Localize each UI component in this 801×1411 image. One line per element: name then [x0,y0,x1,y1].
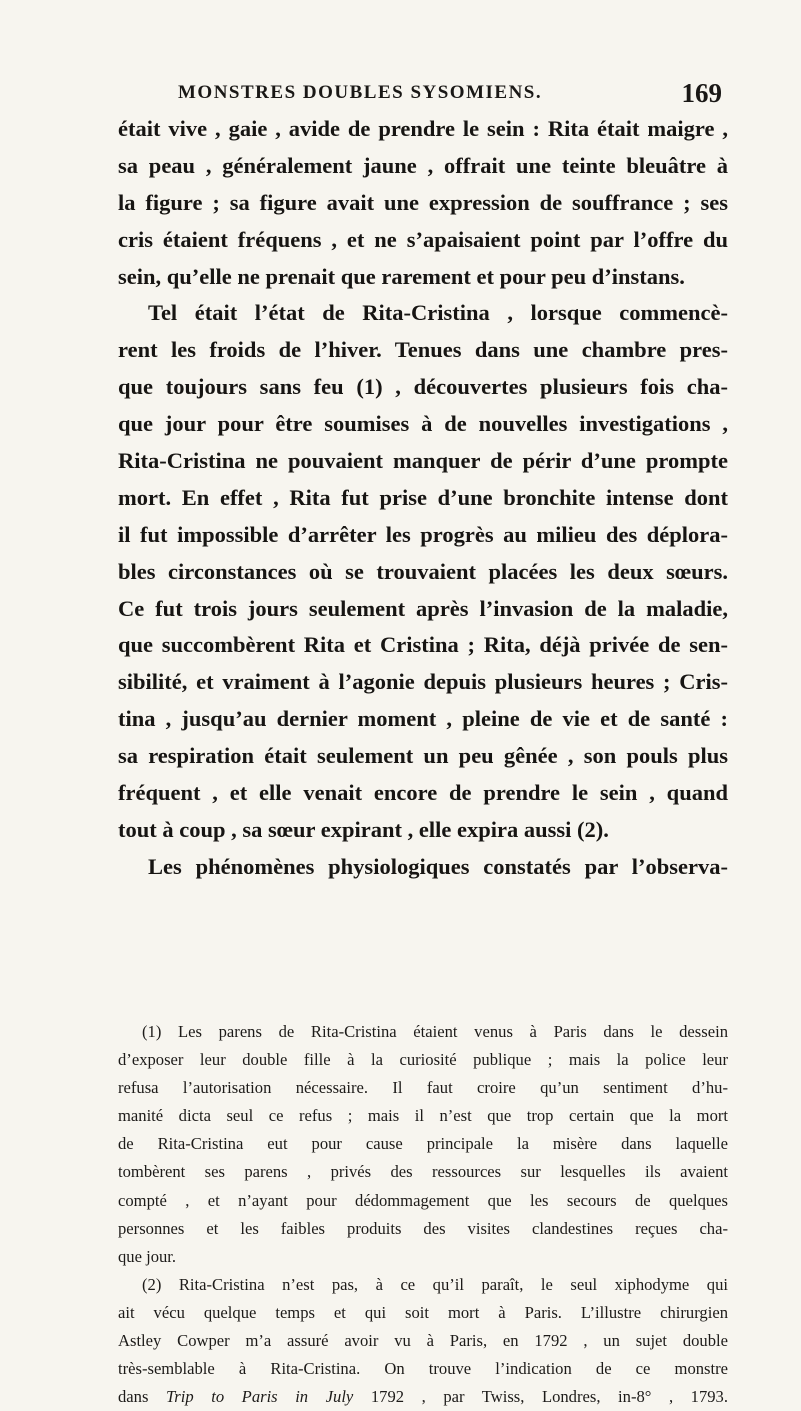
footnote-line: refusa l’autorisation nécessaire. Il faut croire qu’un sentiment d’hu- [118,1078,728,1098]
footnote-line: que jour. [118,1246,177,1266]
running-head: MONSTRES DOUBLES SYSOMIENS. [178,82,543,103]
text-line: sa peau , généralement jaune , offrait une teinte bleuâtre à [118,152,728,178]
text-line: mort. En effet , Rita fut prise d’une bronchite intense dont [118,484,728,510]
footnote-line: très-semblable à Rita-Cristina. On trouve l’indication de ce monstre [118,1359,728,1379]
footnote-text: 1792 , par Twiss, Londres, in-8° , 1793. [353,1387,729,1407]
cited-title: Trip to Paris in July [165,1387,354,1407]
footnote-text: dans [118,1387,166,1407]
text-line: rent les froids de l’hiver. Tenues dans une chambre pres- [118,337,728,363]
footnote-line: Astley Cowper m’a assuré avoir vu à Paris, en 1792 , un sujet double [118,1331,728,1351]
text-line: il fut impossible d’arrêter les progrès au milieu des déplora- [118,521,728,547]
footnote-line: de Rita-Cristina eut pour cause principale la misère dans laquelle [118,1134,728,1154]
footnote-line: manité dicta seul ce refus ; mais il n’est que trop certain que la mort [118,1106,728,1126]
footnote-line: (1) Les parens de Rita-Cristina étaient venus à Paris dans le dessein [142,1022,728,1041]
footnote-line-last [118,1383,728,1411]
text-line: fréquent , et elle venait encore de prendre le sein , quand [118,780,728,806]
footnote-line: d’exposer leur double fille à la curiosité publique ; mais la police leur [118,1050,728,1070]
text-line: la figure ; sa figure avait une expression de souffrance ; ses [118,189,728,215]
text-line: était vive , gaie , avide de prendre le sein : Rita était maigre , [118,116,728,141]
footnotes [118,1018,728,1411]
text-line: tout à coup , sa sœur expirant , elle expira aussi (2). [118,816,609,842]
text-line: tina , jusqu’au dernier moment , pleine de vie et de santé : [118,706,728,732]
text-line: Les phénomènes physiologiques constatés par l’observa- [148,853,728,879]
text-line: Rita-Cristina ne pouvaient manquer de périr d’une prompte [118,448,728,474]
text-line: que toujours sans feu (1) , découvertes plusieurs fois cha- [118,374,728,400]
footnote-line: tombèrent ses parens , privés des ressources sur lesquelles ils avaient [118,1162,728,1182]
footnote-line: compté , et n’ayant pour dédommagement que les secours de quelques [118,1190,728,1210]
page-number: 169 [681,78,722,108]
text-line: sibilité, et vraiment à l’agonie depuis plusieurs heures ; Cris- [118,669,728,695]
footnote-line: (2) Rita-Cristina n’est pas, à ce qu’il paraît, le seul xiphodyme qui [142,1274,728,1294]
page-header [122,78,722,114]
footnote-line: personnes et les faibles produits des visites clandestines reçues cha- [118,1218,728,1238]
text-line: Ce fut trois jours seulement après l’invasion de la maladie, [118,595,728,621]
text-line: sein, qu’elle ne prenait que rarement et pour peu d’instans. [118,263,685,289]
text-line: bles circonstances où se trouvaient placées les deux sœurs. [118,558,728,584]
text-line: Tel était l’état de Rita-Cristina , lorsque commencè- [148,300,728,326]
main-text [118,111,728,886]
text-line: sa respiration était seulement un peu gênée , son pouls plus [118,743,728,769]
text-line: cris étaient fréquens , et ne s’apaisaient point par l’offre du [118,226,728,252]
text-line: que jour pour être soumises à de nouvelles investigations , [118,411,728,437]
text-line: que succombèrent Rita et Cristina ; Rita, déjà privée de sen- [118,632,728,658]
footnote-line: ait vécu quelque temps et qui soit mort à Paris. L’illustre chirurgien [118,1302,728,1322]
